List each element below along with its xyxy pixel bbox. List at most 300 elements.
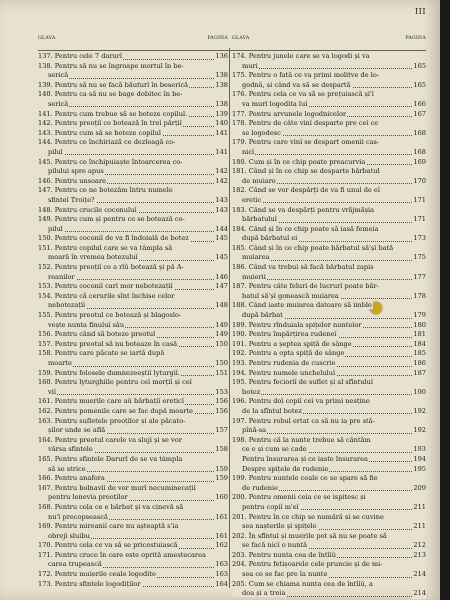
entry-page: 156	[215, 397, 228, 406]
toc-entry	[232, 206, 426, 216]
toc-entry	[38, 330, 228, 340]
entry-title: batul să'șĭ gonească muiarea	[232, 292, 340, 300]
entry-title: nebotezațiĭ	[38, 301, 86, 309]
toc-entry	[38, 225, 228, 235]
entry-page: 138	[215, 99, 228, 108]
entry-title: obrejĭ sluibu	[38, 532, 91, 540]
left-entries	[38, 46, 228, 589]
entry-page: 150	[215, 359, 228, 367]
entry-title: 148. Pentru crucile coconuluĭ	[38, 205, 137, 214]
entry-title: 157. Pentru preotul să nu boteaze în casă	[38, 339, 178, 348]
toc-entry	[38, 253, 228, 263]
entry-title: pilul	[38, 225, 64, 233]
entry-page: 187	[413, 368, 426, 377]
toc-entry	[38, 100, 228, 110]
entry-title: 192. Pentru a opta spiță de sânge	[232, 349, 345, 358]
toc-entry	[38, 407, 228, 417]
toc-entry	[38, 417, 228, 427]
entry-page: 143	[215, 195, 228, 204]
entry-title: 196. Pentru doĭ copiĭ ceĭ va primi nesține	[232, 397, 370, 406]
toc-entry	[232, 177, 426, 187]
entry-title: viĭ	[38, 388, 57, 396]
entry-page: 211	[413, 502, 426, 511]
entry-title: va murĭ logodita luĭ	[232, 100, 308, 108]
entry-title: Pentru însurarea și ce iaste însurarea	[232, 455, 369, 463]
toc-entry	[232, 589, 426, 599]
entry-title: 161. Pentru muerile care aŭ bărbațiĭ ereticĭ	[38, 397, 184, 406]
entry-title: 177. Pentru arvunele logodnicelor	[232, 109, 347, 118]
entry-title: vește nunta finuluĭ său	[38, 321, 125, 329]
entry-page: 185	[413, 349, 426, 358]
entry-title: 162. Pentru pomenile care se fac după moarte	[38, 406, 193, 415]
entry-page: 150	[215, 339, 228, 348]
toc-entry	[38, 359, 228, 369]
toc-entry	[38, 119, 228, 129]
entry-page: 163	[215, 570, 228, 579]
toc-entry	[232, 570, 426, 580]
toc-entry	[232, 407, 426, 417]
entry-title: 137. Pentru cele 7 darurĭ	[38, 52, 123, 60]
entry-page: 138	[215, 80, 228, 89]
entry-page: 146	[215, 272, 228, 281]
entry-title: pentru lenevia preoților	[38, 493, 129, 501]
toc-entry	[38, 301, 228, 311]
toc-entry	[38, 90, 228, 100]
toc-entry	[232, 119, 426, 129]
toc-entry	[38, 551, 228, 561]
toc-entry	[232, 100, 426, 110]
toc-entry	[38, 513, 228, 523]
entry-page: 194	[413, 454, 426, 463]
entry-title: godnă, și când va să se despartă	[232, 81, 352, 89]
toc-entry	[38, 52, 228, 62]
entry-title: 174. Pentru junele care se va logodi și va	[232, 52, 370, 60]
entry-title: 155. Pentru preotul ce botează și blagoslo-	[38, 311, 182, 320]
entry-title: după bărbat	[232, 311, 284, 319]
entry-title: serică	[38, 71, 69, 79]
entry-title: 181. Când și în ce chip se desparte bărbatul	[232, 167, 380, 176]
toc-entry	[38, 71, 228, 81]
toc-entry	[232, 311, 426, 321]
entry-title: ce e și cum se cade	[232, 445, 308, 453]
entry-title: șilor unde se află	[38, 426, 106, 434]
toc-entry	[38, 522, 228, 532]
entry-page: 149	[215, 330, 228, 339]
entry-title: doa și a treia	[232, 589, 287, 597]
entry-title: 139. Pentru să nu se facă băuturĭ în beserică	[38, 80, 189, 89]
glava-label: GLAVA	[38, 36, 56, 41]
toc-entry	[38, 177, 228, 187]
entry-title: 191. Pentru a șeptea spiță de sânge	[232, 339, 352, 348]
toc-entry	[232, 397, 426, 407]
entry-page: 178	[413, 291, 426, 300]
entry-page: 171	[413, 215, 426, 224]
toc-entry	[232, 148, 426, 158]
entry-page: 192	[413, 426, 426, 435]
entry-title: 149. Pentru cum și pentru ce se botează co-	[38, 215, 185, 224]
toc-entry	[38, 282, 228, 292]
entry-page: 142	[215, 176, 228, 185]
toc-entry	[232, 580, 426, 590]
entry-title: botez	[232, 388, 261, 396]
entry-page: 180	[413, 320, 426, 329]
entry-title: 158. Pentru care păcate se iartă după	[38, 349, 165, 358]
toc-entry	[232, 81, 426, 91]
toc-entry	[38, 196, 228, 206]
entry-title: 186. Când va trebui să facă bărbatul zapis	[232, 263, 374, 272]
toc-entry	[38, 465, 228, 475]
toc-entry	[232, 282, 426, 292]
entry-title: muiarea	[232, 253, 271, 261]
toc-entry	[232, 349, 426, 359]
toc-entry	[38, 369, 228, 379]
toc-entry	[38, 378, 228, 388]
toc-entry	[232, 244, 426, 254]
entry-title: 201. Pentru în ce chip se numără și se cuvine	[232, 512, 384, 521]
entry-page: 143	[215, 205, 228, 214]
entry-title: nu'ĭ precopsească	[38, 513, 109, 521]
toc-entry	[232, 560, 426, 570]
toc-entry	[38, 62, 228, 72]
toc-entry	[232, 465, 426, 475]
entry-title: 185. Când și în ce chip poate bărbatul să'șĭ bată	[232, 243, 394, 252]
toc-entry	[232, 301, 426, 311]
entry-page: 148	[215, 301, 228, 310]
glava-label: GLAVA	[232, 36, 250, 41]
right-entries	[232, 46, 426, 599]
toc-entry	[232, 445, 426, 455]
entry-title: muri	[232, 62, 259, 70]
entry-title: 200. Pentru omenii ceia ce se ispitesc și	[232, 493, 366, 502]
entry-page: 190	[413, 387, 426, 396]
toc-entry	[232, 158, 426, 168]
entry-title: 156. Pentru când să boteze preotul	[38, 330, 156, 339]
entry-page: 195	[413, 464, 426, 473]
entry-page: 192	[413, 406, 426, 415]
entry-page: 162	[215, 541, 228, 550]
toc-entry	[38, 110, 228, 120]
toc-entry	[38, 81, 228, 91]
toc-entry	[232, 90, 426, 100]
entry-title: carea trupească	[38, 560, 103, 568]
entry-title: 176. Pentru cela ce va să se prețuiască și'ĭ	[232, 90, 374, 99]
entry-title: 199. Pentru nuntele ceale ce se spare să fie	[232, 474, 378, 483]
entry-title: pilul	[38, 148, 64, 156]
toc-entry	[232, 263, 426, 273]
entry-page: 159	[215, 474, 228, 483]
entry-page: 164	[215, 579, 228, 588]
toc-entry	[232, 513, 426, 523]
entry-title: 172. Pentru muierile ceale logodite	[38, 570, 156, 579]
entry-title: 144. Pentru ce închiriază ce dezleagă co-	[38, 138, 176, 147]
toc-entry	[232, 273, 426, 283]
right-column	[232, 36, 426, 599]
entry-page: 151	[215, 368, 228, 377]
entry-title: sea nașterile și spițele	[232, 522, 318, 530]
toc-entry	[232, 455, 426, 465]
entry-page: 184	[413, 339, 426, 348]
entry-page: 141	[215, 147, 228, 156]
toc-entry	[38, 503, 228, 513]
toc-entry	[232, 321, 426, 331]
entry-title: Despre spițele de rudenie	[232, 465, 329, 473]
entry-title: 142. Pentru preoțiĭ ce botează în treĭ pǎrțiĭ	[38, 119, 182, 128]
toc-entry	[232, 225, 426, 235]
entry-title: 154. Pentru că cerurile sînt închise celor	[38, 291, 175, 300]
entry-page: 145	[215, 234, 228, 243]
entry-page: 166	[413, 99, 426, 108]
entry-title: 145. Pentru ce închipuiaște întoarcerea co-	[38, 157, 183, 166]
entry-title: de muiare	[232, 177, 277, 185]
toc-entry	[232, 71, 426, 81]
toc-entry	[232, 541, 426, 551]
toc-entry	[38, 292, 228, 302]
entry-page: 138	[215, 71, 228, 80]
entry-title: 198. Pentru că la nunte trebue să cântăm	[232, 435, 371, 444]
entry-page: 142	[215, 167, 228, 176]
entry-title: 178. Pentru de câte vinĭ desparte pre ceĭ ce	[232, 119, 379, 128]
entry-page: 140	[215, 119, 228, 128]
entry-title: 193. Pentru rudenia de cuscrie	[232, 359, 336, 367]
entry-page: 212	[413, 541, 426, 550]
page-number: III	[415, 7, 426, 16]
toc-entry	[232, 292, 426, 302]
entry-title: moarte	[38, 359, 73, 367]
entry-page: 214	[413, 589, 426, 598]
entry-title: să se strice	[38, 465, 87, 473]
entry-title: serică	[38, 100, 69, 108]
entry-page: 161	[215, 512, 228, 521]
toc-entry	[232, 167, 426, 177]
entry-page: 161	[215, 531, 228, 540]
entry-title: 153. Pentru coconiĭ carĭ mor nebotezațiĭ	[38, 282, 173, 291]
toc-entry	[232, 474, 426, 484]
toc-entry	[232, 484, 426, 494]
entry-title: pentru copiĭ m'eĭ	[232, 503, 300, 511]
entry-title: de la sfîntul botez	[232, 407, 303, 415]
entry-title: după bărbatul ei	[232, 234, 298, 242]
entry-page: 165	[413, 80, 426, 89]
entry-page: 141	[215, 128, 228, 137]
toc-entry	[38, 397, 228, 407]
entry-title: 170. Pentru cela ce va să se pricestuiască	[38, 541, 178, 550]
entry-page: 171	[413, 195, 426, 204]
toc-entry	[232, 340, 426, 350]
entry-title: pilului spre apus	[38, 167, 105, 175]
entry-title: 140. Pentru ca să nu se bage dobitoc în be-	[38, 90, 183, 99]
toc-entry	[232, 62, 426, 72]
toc-entry	[38, 158, 228, 168]
toc-entry	[232, 369, 426, 379]
entry-title: 205. Cum se chiama nunta cea de întîiŭ, a	[232, 579, 373, 588]
entry-page: 175	[413, 253, 426, 262]
entry-title: sea ce se fac pre la nunte	[232, 570, 328, 578]
entry-title: 169. Pentru mireaniĭ care nu așteaptă s'ia	[38, 522, 179, 531]
toc-entry	[232, 417, 426, 427]
toc-entry	[232, 330, 426, 340]
entry-page: 167	[413, 109, 426, 118]
entry-page: 179	[413, 311, 426, 320]
toc-entry	[38, 206, 228, 216]
entry-title: 141. Pentru cum trebue să se boteze copilul.	[38, 109, 188, 118]
toc-entry	[232, 215, 426, 225]
entry-page: 181	[413, 330, 426, 339]
entry-page: 173	[413, 234, 426, 243]
toc-entry	[38, 580, 228, 590]
entry-title: 146. Pentru unsoare	[38, 176, 107, 185]
entry-title: 151. Pentru copilul care se va tâmpla să	[38, 243, 173, 252]
entry-page: 214	[413, 570, 426, 579]
entry-page: 159	[215, 464, 228, 473]
entry-page: 158	[215, 445, 228, 454]
entry-title: 160. Pentru lyturghiile pentru ceĭ morțiĭ și ceĭ	[38, 378, 192, 387]
entry-page: 168	[413, 147, 426, 156]
entry-title: 195. Pentru fecioriĭ de suflet și al sfîntuluĭ	[232, 378, 373, 387]
entry-title: 164. Pentru preotul carele va sluji și se vor	[38, 435, 182, 444]
toc-entry	[38, 340, 228, 350]
entry-title: 189. Pentru rînduiala spițelor nunteĭor	[232, 320, 362, 329]
entry-title: pînă-sa	[232, 426, 267, 434]
entry-title: se facă nicĭ o nuntă	[232, 541, 308, 549]
toc-entry	[38, 349, 228, 359]
entry-title: 165. Pentru sfintele Darurĭ de se va tâmpla	[38, 454, 183, 463]
toc-entry	[38, 436, 228, 446]
entry-title: vărsa sfintele	[38, 445, 94, 453]
entry-page: 163	[215, 560, 228, 569]
entry-title: 202. În sfîntul și muerile pot să nu se poate să	[232, 531, 387, 540]
entry-page: 147	[215, 282, 228, 291]
toc-entry	[38, 186, 228, 196]
entry-page: 136	[215, 52, 228, 60]
column-divider	[229, 48, 230, 588]
toc-entry	[232, 378, 426, 388]
entry-title: 147. Pentru ce ne botezăm întru numele	[38, 186, 173, 195]
entry-title: de rudenie	[232, 484, 279, 492]
entry-title: 163. Pentru sufletele preoților și ale păcato-	[38, 416, 186, 425]
toc-entry	[38, 388, 228, 398]
entry-page: 209	[413, 483, 426, 492]
entry-title: 190. Pentru împărțirea rudeneĭ	[232, 330, 337, 339]
toc-entry	[38, 148, 228, 158]
toc-entry	[38, 532, 228, 542]
toc-entry	[38, 273, 228, 283]
toc-entry	[232, 110, 426, 120]
entry-title: 167. Pentru bolnaviĭ de vor murĭ necuminecațiĭ	[38, 483, 196, 492]
entry-page: 211	[413, 522, 426, 531]
entry-page: 156	[215, 406, 228, 415]
entry-title: 138. Pentru să nu se îngroape mortul în be-	[38, 61, 184, 70]
toc-entry	[38, 234, 228, 244]
toc-entry	[38, 493, 228, 503]
toc-entry	[232, 388, 426, 398]
entry-title: sfinteĭ Troițe?	[38, 196, 96, 204]
toc-entry	[38, 541, 228, 551]
toc-entry	[232, 253, 426, 263]
entry-page: 144	[215, 224, 228, 233]
entry-title: 197. Pentru robul ertat ca să nu ia pre stă-	[232, 416, 375, 425]
toc-entry	[38, 445, 228, 455]
entry-title: 184. Când și în ce chip poate să iasă femeia	[232, 224, 379, 233]
entry-title: 203. Pentru nunta cea de întîiŭ	[232, 550, 336, 559]
entry-title: nicĭ	[232, 148, 255, 156]
entry-title: reanilor	[38, 273, 76, 281]
entry-title: 194. Pentru numele uncheluluĭ	[232, 368, 336, 377]
entry-title: 171. Pentru cruce în care este oprită amestecarea	[38, 550, 206, 559]
entry-title: moară în vremea botezuluĭ	[38, 253, 139, 261]
toc-entry	[38, 474, 228, 484]
entry-title: 143. Pentru cum să se boteze copilul	[38, 128, 161, 137]
toc-entry	[38, 484, 228, 494]
toc-entry	[232, 426, 426, 436]
toc-entry	[232, 186, 426, 196]
toc-entry	[38, 560, 228, 570]
entry-title: 188. Când iaste muiarea datoare să imble	[232, 301, 372, 310]
entry-title: 179. Pentru care vinĭ se despart omenii cas-	[232, 138, 380, 147]
entry-page: 170	[413, 176, 426, 185]
toc-entry	[232, 129, 426, 139]
entry-page: 160	[215, 493, 228, 502]
entry-page: 169	[413, 157, 426, 166]
entry-title: 166. Pentru anafora	[38, 474, 105, 483]
entry-page: 165	[413, 61, 426, 70]
entry-title: se logodesc	[232, 129, 282, 137]
entry-page: 139	[215, 109, 228, 118]
toc-entry	[38, 129, 228, 139]
entry-title: 168. Pentru cela ce e bărbat și va cinevă să	[38, 502, 184, 511]
entry-title: 152. Pentru preoțiĭ ce a rîŭ botează și pă A-	[38, 263, 184, 272]
toc-entry	[232, 503, 426, 513]
toc-entry	[232, 52, 426, 62]
toc-entry	[38, 215, 228, 225]
entry-title: 187. Pentru câte feluri de lucrurĭ poate băr-	[232, 282, 379, 291]
entry-title: 180. Cum și în ce chip poate preacurvia	[232, 157, 366, 166]
toc-entry	[232, 551, 426, 561]
pagina-label: PAGINA	[405, 36, 426, 41]
entry-title: 204. Pentru fetișoarele cele pruncie și de mi-	[232, 560, 383, 569]
pagina-label: PAGINA	[207, 36, 228, 41]
left-column	[38, 36, 228, 589]
toc-entry	[232, 436, 426, 446]
toc-entry	[232, 196, 426, 206]
toc-entry	[38, 167, 228, 177]
entry-title: bărbatuluĭ	[232, 215, 278, 223]
entry-page: 145	[215, 253, 228, 262]
entry-title: 175. Pentru o fată ce va primi molitve de lo-	[232, 71, 380, 80]
toc-entry	[38, 570, 228, 580]
toc-entry	[232, 234, 426, 244]
entry-title: 159. Pentru folosele dumnezeeștiĭ lyturgiĭ.	[38, 368, 181, 377]
toc-entry	[38, 311, 228, 321]
toc-entry	[232, 493, 426, 503]
toc-entry	[38, 321, 228, 331]
entry-title: 173. Pentru sfintele logodițiĭor	[38, 579, 141, 588]
toc-entry	[38, 138, 228, 148]
entry-page: 157	[215, 426, 228, 435]
toc-entry	[232, 532, 426, 542]
entry-title: eretic	[232, 196, 262, 204]
entry-page: 153	[215, 387, 228, 396]
toc-entry	[38, 426, 228, 436]
toc-entry	[38, 263, 228, 273]
entry-page: 168	[413, 128, 426, 137]
entry-title: 150. Pentru coconiĭ de va fi îndoială de botez	[38, 234, 189, 243]
entry-page: 213	[413, 550, 426, 559]
toc-entry	[38, 455, 228, 465]
toc-entry	[232, 522, 426, 532]
entry-page: 177	[413, 272, 426, 281]
entry-title: 182. Când se vor despărți de va fi unul de eĭ	[232, 186, 380, 195]
entry-title: muierii	[232, 273, 267, 281]
